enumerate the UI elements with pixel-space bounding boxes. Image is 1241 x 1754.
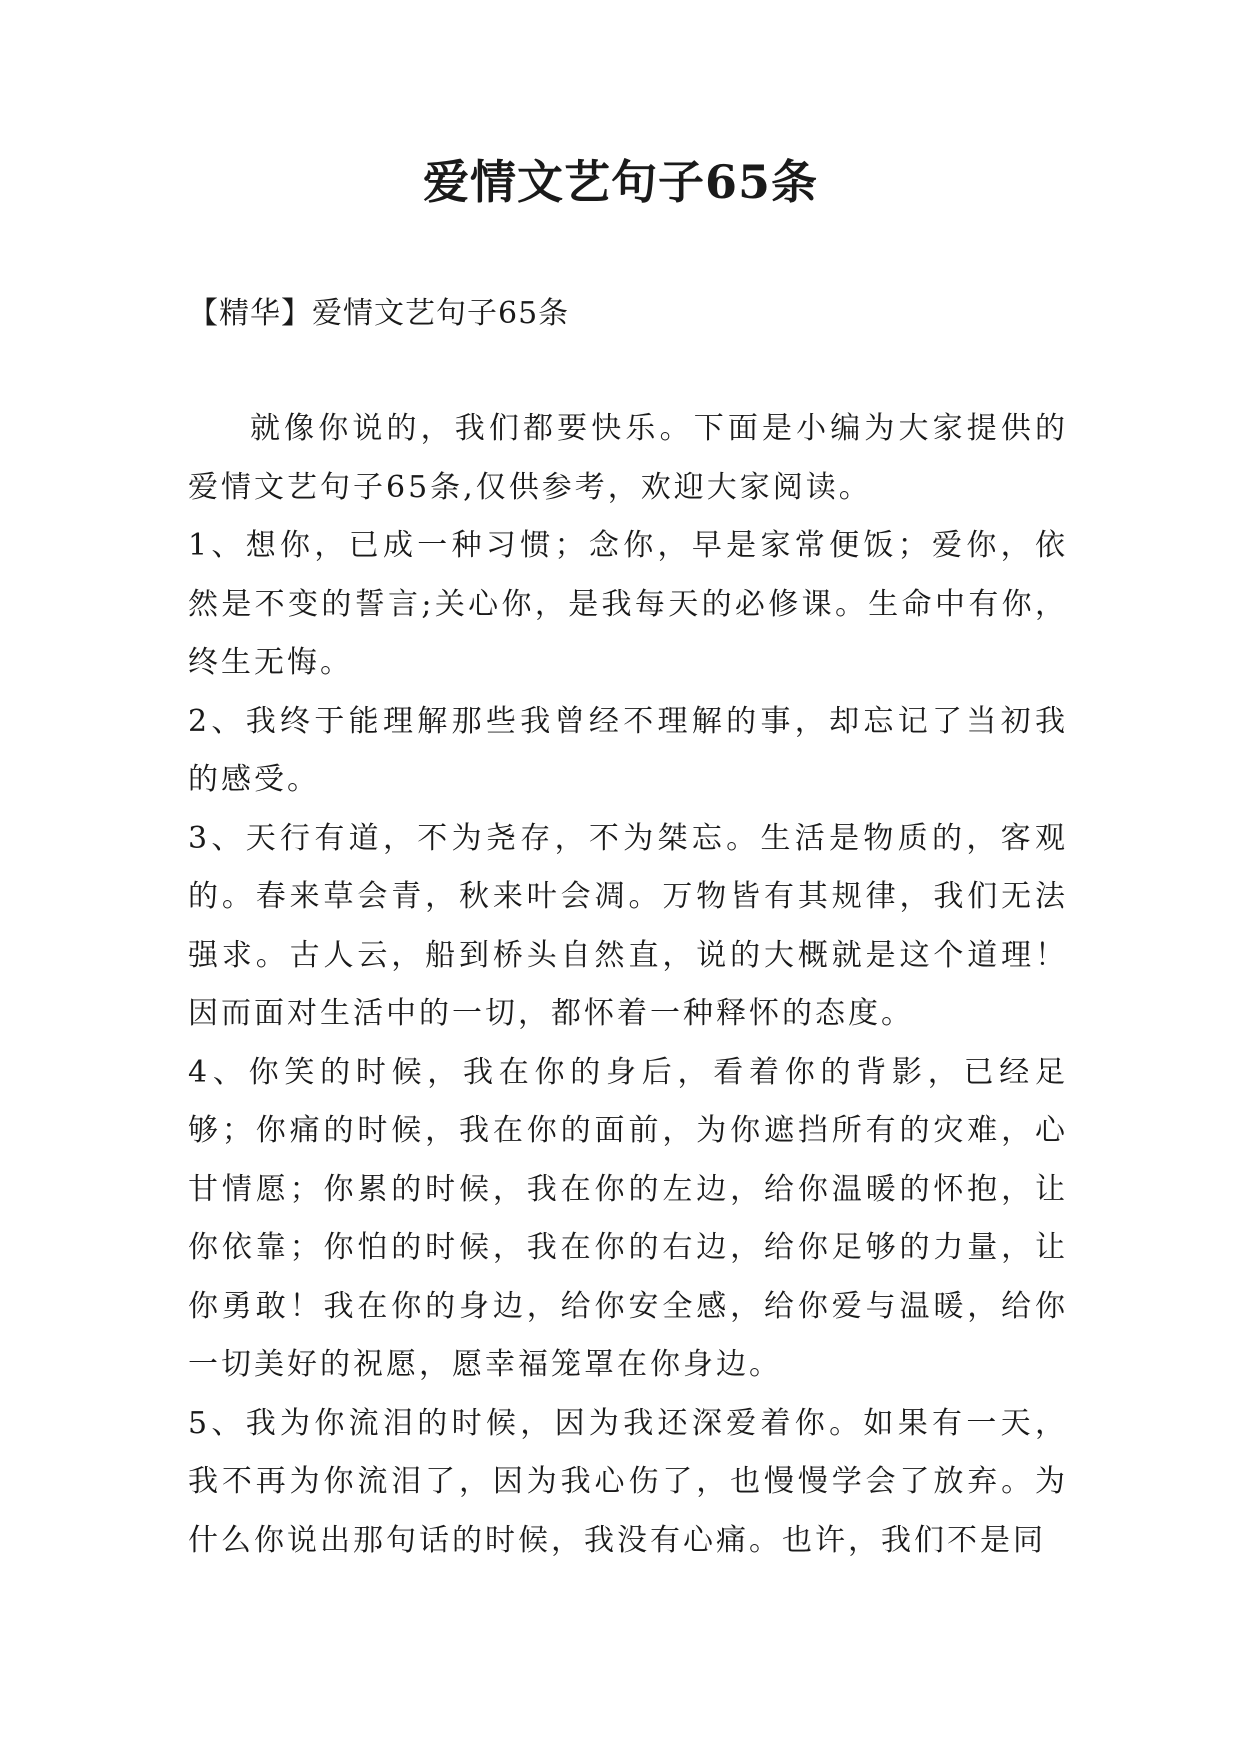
list-item: 2、我终于能理解那些我曾经不理解的事，却忘记了当初我的感受。 [188, 703, 1068, 797]
intro-paragraph: 就像你说的，我们都要快乐。下面是小编为大家提供的爱情文艺句子65条,仅供参考，欢迎大家阅读。 [188, 411, 1068, 505]
list-item: 3、天行有道，不为尧存，不为桀忘。生活是物质的，客观的。春来草会青，秋来叶会凋。万物皆有其规律，我们无法强求。古人云，船到桥头自然直，说的大概就是这个道理！因而面对生活中的一切，都怀着一种释怀的态度。 [188, 820, 1068, 1031]
document-body [188, 400, 1068, 1570]
document-subtitle: 【精华】爱情文艺句子65条 [188, 296, 570, 331]
list-item: 5、我为你流泪的时候，因为我还深爱着你。如果有一天，我不再为你流泪了，因为我心伤了，也慢慢学会了放弃。为什么你说出那句话的时候，我没有心痛。也许，我们不是同 [188, 1405, 1068, 1558]
document-title: 爱情文艺句子65条 [422, 155, 818, 209]
list-item: 1、想你，已成一种习惯；念你，早是家常便饭；爱你，依然是不变的誓言;关心你，是我每天的必修课。生命中有你，终生无悔。 [188, 528, 1068, 680]
list-item: 4、你笑的时候，我在你的身后，看着你的背影，已经足够；你痛的时候，我在你的面前，为你遮挡所有的灾难，心甘情愿；你累的时候，我在你的左边，给你温暖的怀抱，让你依靠；你怕的时候，我在你的右边，给你足够的力量，让你勇敢！我在你的身边，给你安全感，给你爱与温暖，给你一切美好的祝愿，愿幸福笼罩在你身边。 [188, 1054, 1068, 1382]
